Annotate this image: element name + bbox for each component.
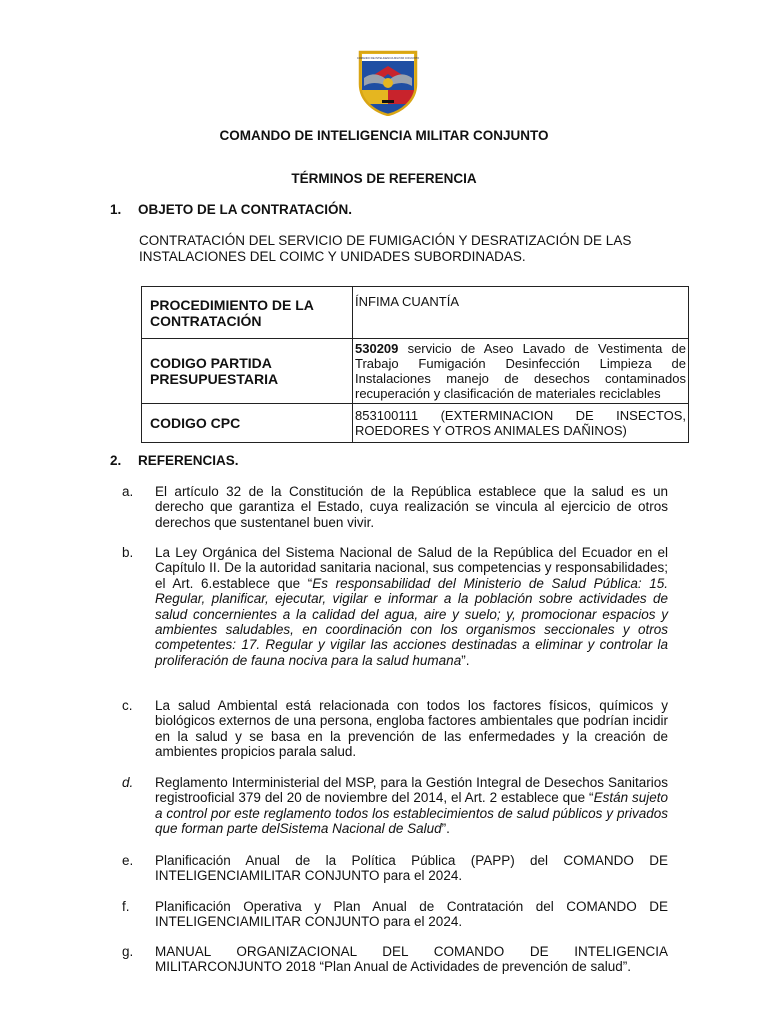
table-row [142, 339, 689, 404]
table-value: ÍNFIMA CUANTÍA [353, 287, 689, 339]
organization-title: COMANDO DE INTELIGENCIA MILITAR CONJUNTO [219, 128, 549, 143]
table-label: PROCEDIMIENTO DE LA CONTRATACIÓN [142, 287, 353, 339]
section-label: OBJETO DE LA CONTRATACIÓN. [138, 202, 353, 217]
item-text: La salud Ambiental está relacionada con todos los factores físicos, químicos y biológicos externos de una persona, engloba factores ambientales que podrían incidir en la salud y se basa en la prevención de las enfermedades y la creación de ambientes propicios parala salud. [155, 698, 668, 760]
item-text-end: ”. [441, 821, 450, 837]
item-text [155, 775, 668, 837]
item-text-quote: Es responsabilidad del Ministerio de Salud Pública: 15. Regular, planificar, ejecutar, vigilar e informar a la población sobre actividades de salud concernientes a la calidad del agua, aire y suelo; y, promocionar espacios y ambientes saludables, en coordinación con los organismos seccionales y otros competentes: 17. Regular y vigilar las acciones destinadas a eliminar y controlar la proliferación de fauna nociva para la salud humana [155, 575, 668, 668]
emblem-text: COMANDO DE INTELIGENCIA MILITAR CONJUNTO [356, 57, 420, 60]
object-line-1: CONTRATACIÓN DEL SERVICIO DE FUMIGACIÓN Y DESRATIZACIÓN DE LAS [139, 233, 632, 248]
section-number: 1. [110, 202, 122, 217]
item-text [155, 545, 668, 668]
item-marker: d. [122, 775, 134, 790]
item-text: Planificación Operativa y Plan Anual de Contratación del COMANDO DE INTELIGENCIAMILITAR CONJUNTO para el 2024. [155, 899, 668, 930]
table-value [353, 339, 689, 404]
item-text: MANUAL ORGANIZACIONAL DEL COMANDO DE INTELIGENCIA MILITARCONJUNTO 2018 “Plan Anual de Actividades de prevención de salud”. [155, 944, 668, 975]
object-line-2: INSTALACIONES DEL COIMC Y UNIDADES SUBORDINADAS. [139, 249, 526, 264]
document-title: TÉRMINOS DE REFERENCIA [291, 171, 477, 186]
table-row [142, 287, 689, 339]
section-number: 2. [110, 453, 122, 468]
table-row [142, 404, 689, 443]
item-text: El artículo 32 de la Constitución de la República establece que la salud es un derecho que garantiza el Estado, cuya realización se vincula al ejercicio de otros derechos que sustentanel buen vivir. [155, 484, 668, 530]
item-marker: g. [122, 944, 134, 959]
emblem-shield-icon [356, 50, 420, 116]
table-value: 853100111 (EXTERMINACION DE INSECTOS, ROEDORES Y OTROS ANIMALES DAÑINOS) [353, 404, 689, 443]
budget-description: servicio de Aseo Lavado de Vestimenta de Trabajo Fumigación Desinfección Limpieza de Instalaciones manejo de desechos contaminados recuperación y clasificación de materiales reciclables [355, 341, 686, 401]
item-marker: b. [122, 545, 134, 560]
object-description [139, 233, 669, 265]
item-text: Planificación Anual de la Política Pública (PAPP) del COMANDO DE INTELIGENCIAMILITAR CONJUNTO para el 2024. [155, 853, 668, 884]
procurement-table [141, 286, 689, 443]
budget-code: 530209 [355, 341, 399, 356]
item-marker: f. [122, 899, 130, 914]
item-text-normal: La Ley Orgánica del Sistema Nacional de Salud de la República del Ecuador en el Capítulo II. De la autoridad sanitaria nacional, sus competencias y responsabilidades; el Art. 6.establece que “ [155, 545, 668, 591]
table-label: CODIGO CPC [142, 404, 353, 443]
table-label: CODIGO PARTIDA PRESUPUESTARIA [142, 339, 353, 404]
section-label: REFERENCIAS. [138, 453, 239, 468]
item-text-end: ”. [461, 652, 470, 668]
item-marker: c. [122, 698, 133, 713]
item-marker: a. [122, 484, 134, 499]
item-text-normal: Reglamento Interministerial del MSP, para la Gestión Integral de Desechos Sanitarios registrooficial 379 del 20 de noviembre del 2014, el Art. 2 establece que “ [155, 775, 668, 806]
item-marker: e. [122, 853, 134, 868]
item-text-quote: Están sujeto a control por este reglamento todos los establecimientos de salud públicos y privados que forman parte delSistema Nacional de Salud [155, 790, 668, 837]
